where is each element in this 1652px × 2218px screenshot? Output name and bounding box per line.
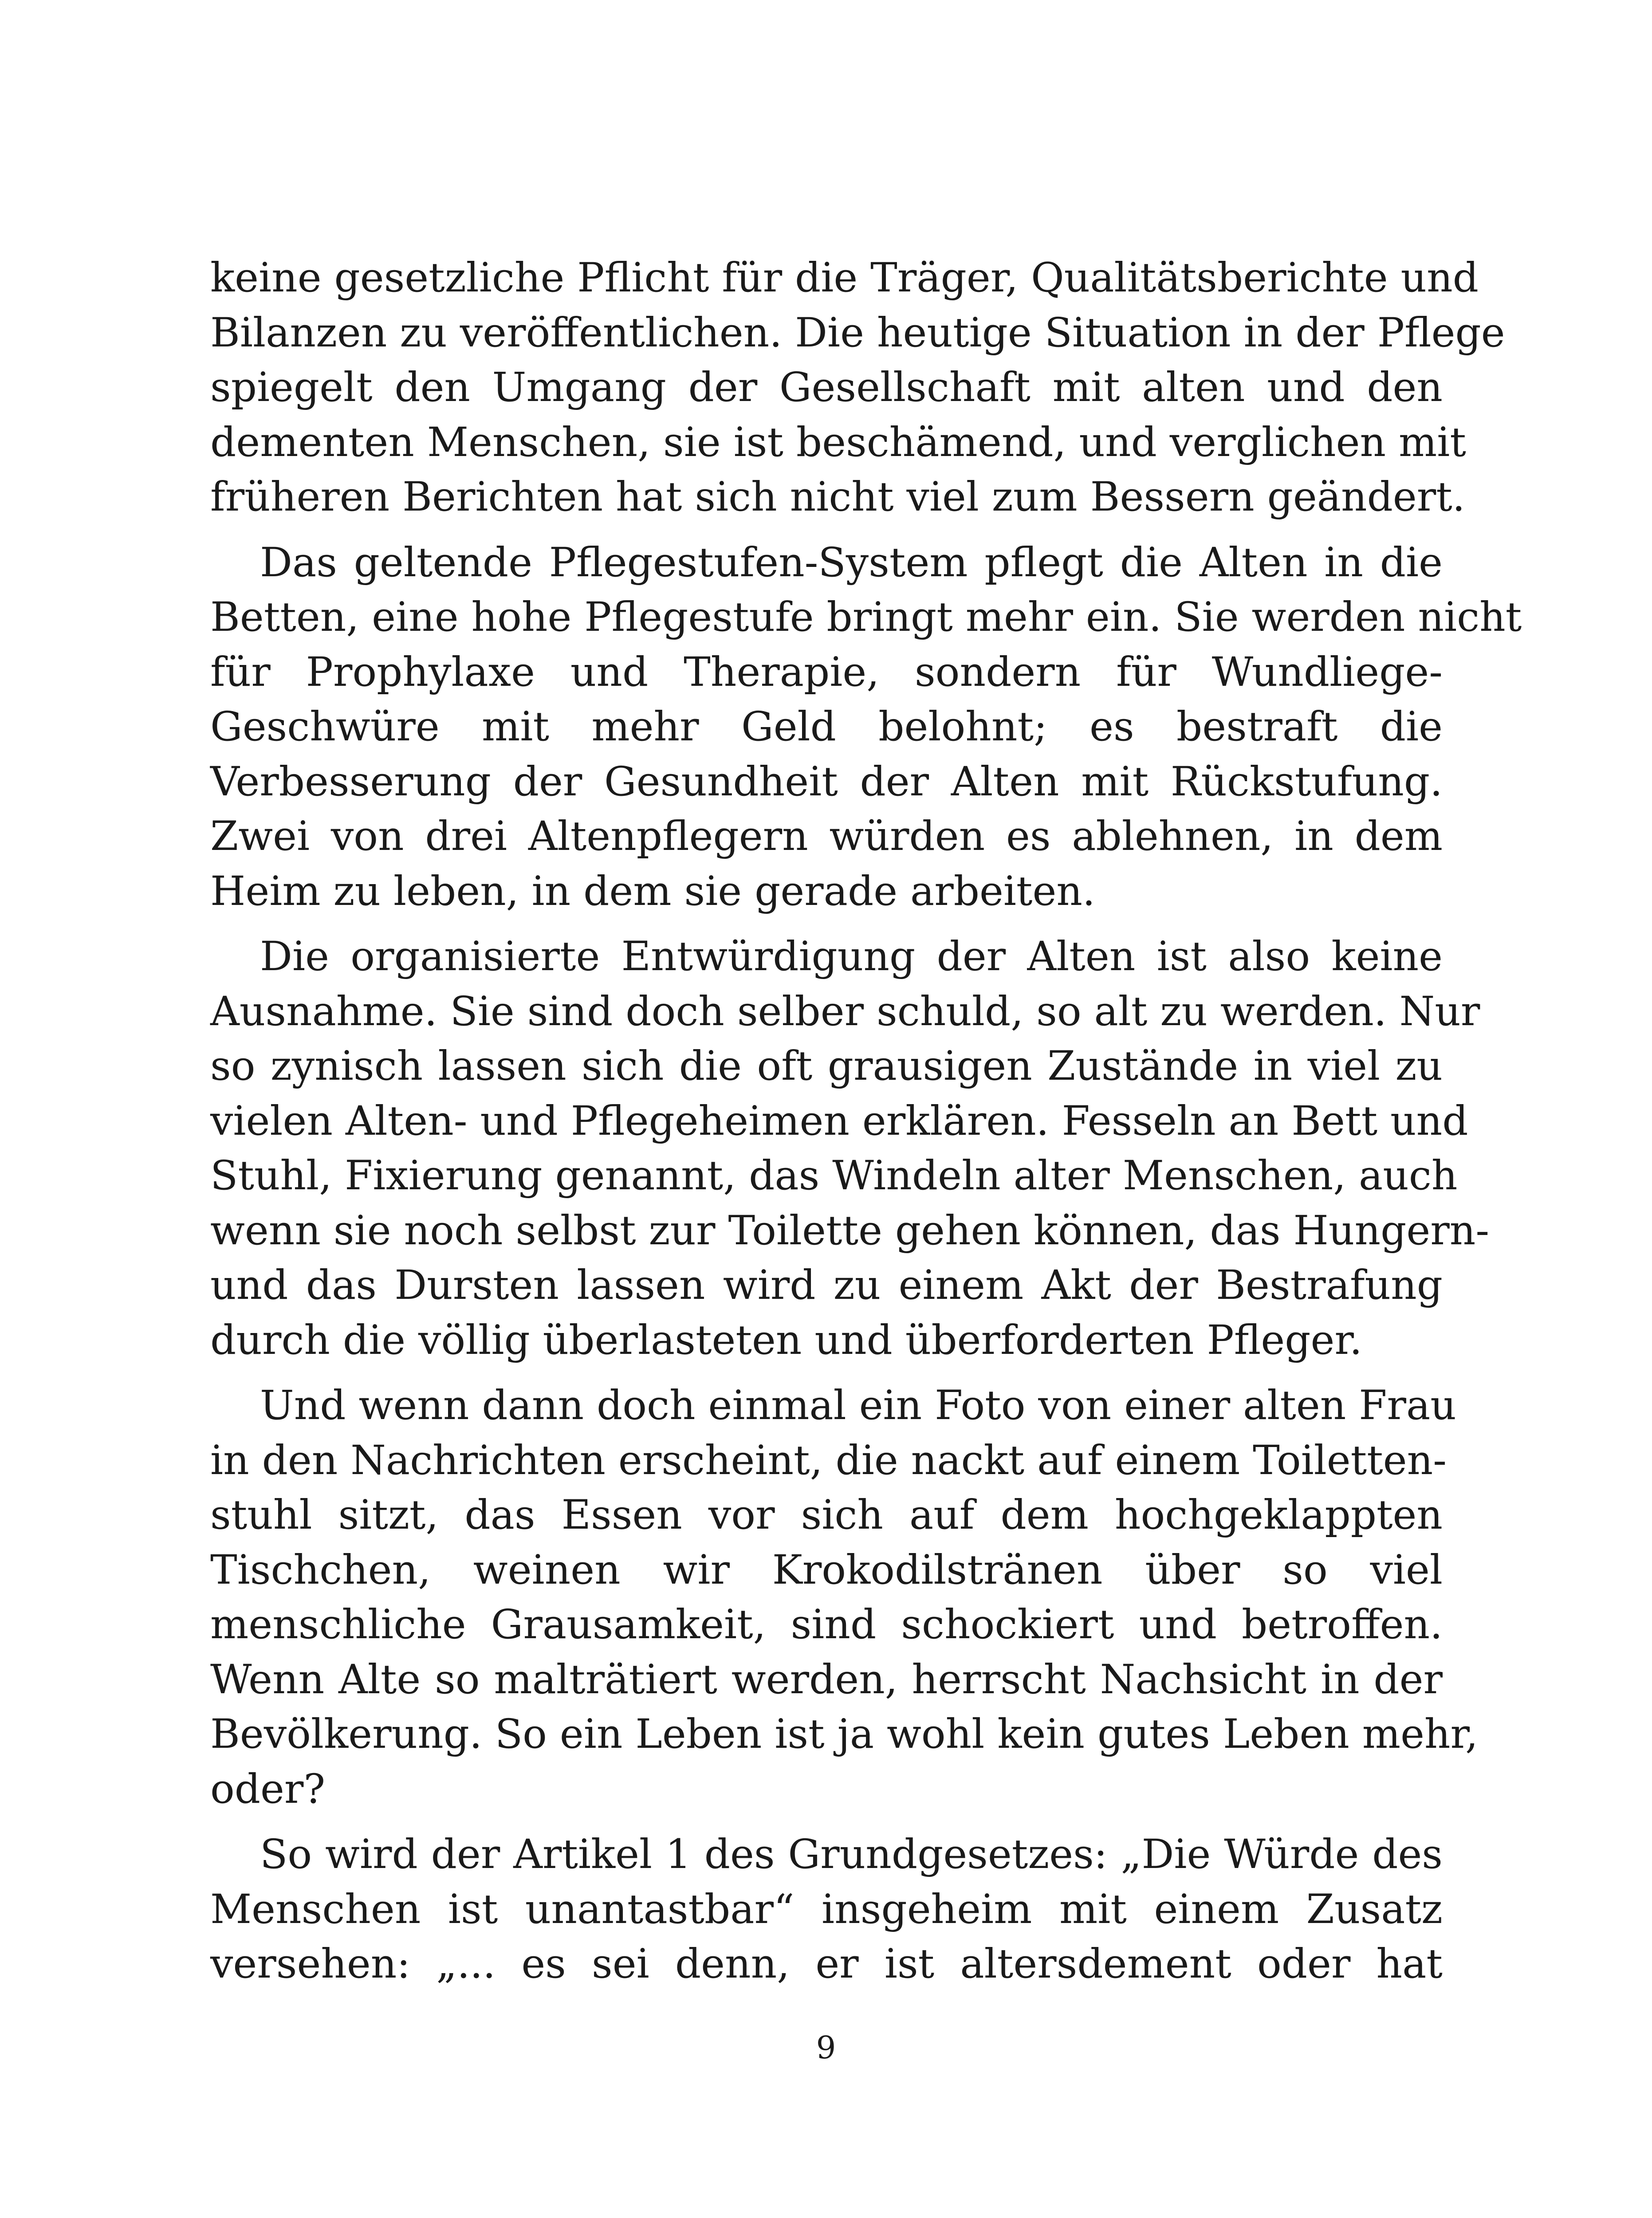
text-line: stuhl sitzt, das Essen vor sich auf dem hochgeklappten [210,1492,1443,1538]
text-line: menschliche Grausamkeit, sind schockiert und betroffen. [210,1601,1443,1648]
page-number: 9 [816,2029,836,2066]
text-line: Betten, eine hohe Pflegestufe bringt mehr ein. Sie werden nicht [210,594,1522,641]
text-line: durch die völlig überlasteten und überforderten Pfleger. [210,1317,1362,1364]
text-line: Und wenn dann doch einmal ein Foto von einer alten Frau [260,1382,1456,1429]
text-line: Wenn Alte so malträtiert werden, herrscht Nachsicht in der [210,1656,1443,1703]
text-line: Heim zu leben, in dem sie gerade arbeiten. [210,868,1095,915]
text-line: wenn sie noch selbst zur Toilette gehen können, das Hungern- [210,1207,1490,1254]
text-line: Das geltende Pflegestufen-System pflegt die Alten in die [260,539,1443,586]
paragraph-2 [210,535,1522,919]
text-line: oder? [210,1766,326,1813]
text-line: So wird der Artikel 1 des Grundgesetzes: „Die Würde des [260,1831,1443,1878]
text-line: in den Nachrichten erscheint, die nackt auf einem Toiletten- [210,1437,1447,1484]
text-line: Verbesserung der Gesundheit der Alten mit Rückstufung. [210,758,1443,805]
text-line: Die organisierte Entwürdigung der Alten ist also keine [260,933,1443,980]
paragraph-3 [210,929,1490,1368]
text-line: Zwei von drei Altenpflegern würden es ablehnen, in dem [210,813,1443,860]
text-line: dementen Menschen, sie ist beschämend, und verglichen mit [210,419,1466,466]
text-line: Menschen ist unantastbar“ insgeheim mit einem Zusatz [210,1886,1443,1933]
paragraph-4 [210,1378,1478,1817]
body-text [210,251,1522,2002]
text-line: Ausnahme. Sie sind doch selber schuld, so alt zu werden. Nur [210,988,1480,1035]
text-line: Tischchen, weinen wir Krokodilstränen über so viel [210,1546,1443,1593]
paragraph-1 [210,251,1505,525]
text-line: und das Dursten lassen wird zu einem Akt der Bestrafung [210,1262,1443,1309]
paragraph-5 [210,1827,1443,1992]
text-line: so zynisch lassen sich die oft grausigen Zustände in viel zu [210,1043,1443,1089]
text-line: Geschwüre mit mehr Geld belohnt; es bestraft die [210,704,1443,750]
text-line: für Prophylaxe und Therapie, sondern für Wundliege- [210,649,1443,696]
text-line: spiegelt den Umgang der Gesellschaft mit alten und den [210,364,1443,411]
text-line: Bevölkerung. So ein Leben ist ja wohl kein gutes Leben mehr, [210,1711,1478,1758]
text-line: Stuhl, Fixierung genannt, das Windeln alter Menschen, auch [210,1152,1458,1199]
text-line: vielen Alten- und Pflegeheimen erklären. Fesseln an Bett und [210,1097,1468,1144]
text-line: früheren Berichten hat sich nicht viel zum Bessern geändert. [210,474,1465,520]
text-line: versehen: „... es sei denn, er ist altersdement oder hat [210,1941,1443,1987]
text-line: keine gesetzliche Pflicht für die Träger, Qualitätsberichte und [210,255,1479,301]
text-line: Bilanzen zu veröffentlichen. Die heutige Situation in der Pflege [210,309,1505,356]
